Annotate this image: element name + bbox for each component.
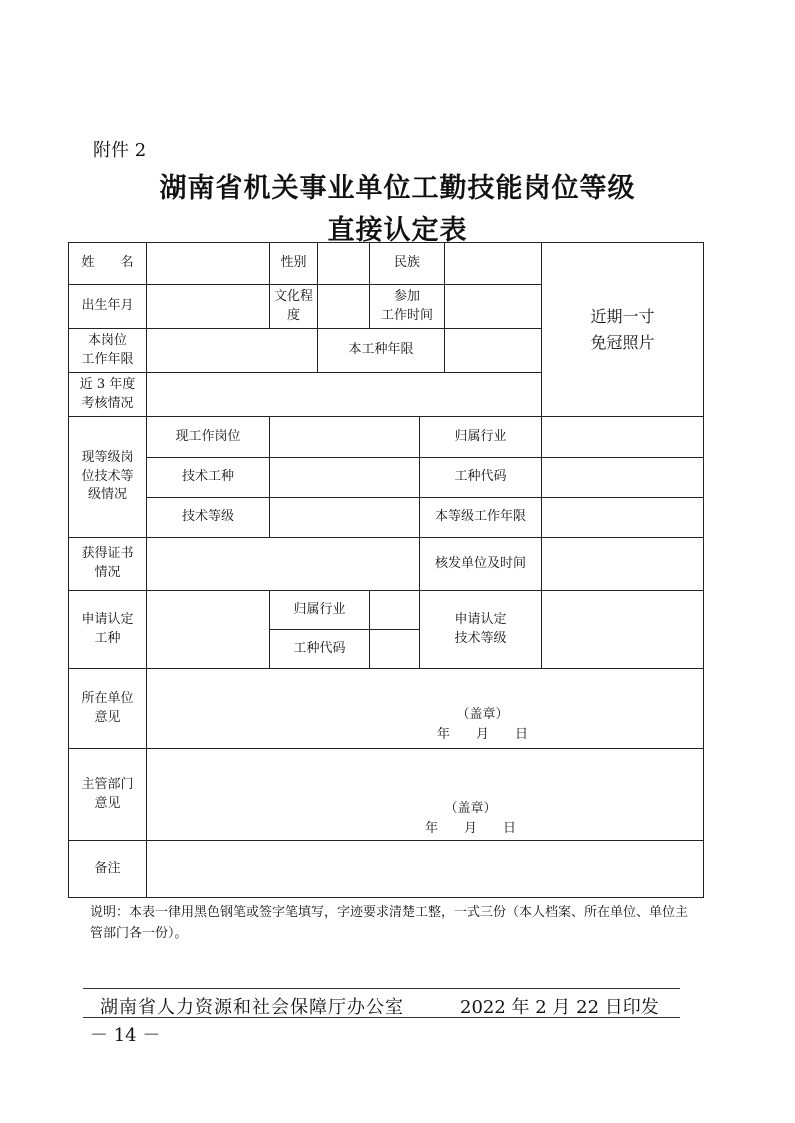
current-post-field[interactable] — [270, 417, 420, 458]
assessment-label-line2: 考核情况 — [81, 395, 134, 411]
trade-code-field[interactable] — [542, 458, 704, 498]
technical-trade-label — [147, 458, 270, 498]
footer-issuer: 湖南省人力资源和社会保障厅办公室 — [100, 997, 404, 1018]
assessment-field[interactable] — [147, 373, 542, 417]
issuer-time-label — [420, 538, 542, 591]
document-title-line2: 直接认定表 — [327, 215, 468, 246]
issuer-time-field[interactable] — [542, 538, 704, 591]
post-years-label-line1: 本岗位 — [87, 332, 127, 348]
dept-opinion-field[interactable] — [147, 749, 704, 841]
technical-trade-field[interactable] — [270, 458, 420, 498]
birth-label — [69, 285, 147, 329]
apply-industry-label-text: 归属行业 — [293, 601, 346, 617]
unit-opinion-label-line2: 意见 — [94, 709, 121, 725]
technical-level-label-text: 技术等级 — [181, 509, 234, 525]
current-post-label — [147, 417, 270, 458]
page-number: － 14 － — [90, 1025, 161, 1046]
dept-seal-block — [425, 799, 516, 838]
assessment-label-line1: 近 3 年度 — [79, 376, 136, 392]
unit-opinion-field[interactable] — [147, 669, 704, 749]
trade-code-label — [420, 458, 542, 498]
post-years-field[interactable] — [147, 329, 318, 373]
apply-level-field[interactable] — [542, 591, 704, 669]
unit-seal-block — [437, 705, 528, 744]
post-years-label — [69, 329, 147, 373]
footer-issue-date: 2022 年 2 月 22 日印发 — [460, 997, 659, 1018]
current-level-label-line3: 级情况 — [87, 487, 127, 503]
ethnicity-label-text: 民族 — [394, 255, 421, 271]
work-start-label-line2: 工作时间 — [381, 307, 434, 323]
gender-label-text: 性别 — [280, 255, 307, 271]
apply-code-label-text: 工种代码 — [293, 640, 346, 656]
apply-trade-label-line1: 申请认定 — [81, 611, 134, 627]
certificates-label-line2: 情况 — [94, 565, 121, 580]
industry-field[interactable] — [542, 417, 704, 458]
level-years-label-text: 本等级工作年限 — [435, 509, 527, 525]
apply-level-label-line2: 技术等级 — [454, 630, 507, 646]
current-level-label — [69, 417, 147, 538]
gender-field[interactable] — [318, 243, 370, 285]
remarks-label-text: 备注 — [94, 860, 121, 876]
assessment-label — [69, 373, 147, 417]
work-start-field[interactable] — [445, 285, 542, 329]
issuer-time-label-text: 核发单位及时间 — [435, 555, 527, 571]
unit-opinion-label — [69, 669, 147, 749]
industry-label — [420, 417, 542, 458]
instructions-note: 说明：本表一律用黑色钢笔或签字笔填写，字迹要求清楚工整，一式三份（本人档案、所在单位、单位主管部门各一份）。 — [90, 905, 689, 941]
apply-trade-label — [69, 591, 147, 669]
footer-bottom-rule — [83, 1017, 680, 1018]
birth-label-text: 出生年月 — [81, 298, 134, 314]
birth-field[interactable] — [147, 285, 270, 329]
apply-trade-label-line2: 工种 — [94, 630, 121, 646]
education-label-line2: 度 — [286, 307, 300, 323]
apply-code-field[interactable] — [370, 630, 420, 669]
photo-box — [542, 243, 704, 417]
unit-date-line: 年 月 日 — [437, 726, 529, 742]
name-field[interactable] — [147, 243, 270, 285]
unit-opinion-label-line1: 所在单位 — [81, 690, 134, 706]
post-years-label-line2: 工作年限 — [81, 351, 134, 367]
attachment-label: 附件 2 — [93, 140, 147, 161]
remarks-label — [69, 841, 147, 898]
dept-opinion-label-line2: 意见 — [94, 795, 121, 811]
document-title-line1: 湖南省机关事业单位工勤技能岗位等级 — [159, 173, 636, 204]
unit-seal-label: （盖章） — [456, 707, 509, 722]
trade-years-label-text: 本工种年限 — [348, 342, 414, 358]
technical-level-field[interactable] — [270, 498, 420, 538]
certificates-label-line1: 获得证书 — [81, 546, 134, 562]
ethnicity-label — [370, 243, 445, 285]
dept-date-line: 年 月 日 — [425, 820, 517, 836]
level-years-field[interactable] — [542, 498, 704, 538]
work-start-label — [370, 285, 445, 329]
technical-trade-label-text: 技术工种 — [181, 469, 234, 485]
trade-code-label-text: 工种代码 — [454, 469, 507, 485]
name-label-text: 姓 名 — [81, 255, 134, 271]
education-label — [270, 285, 318, 329]
technical-level-label — [147, 498, 270, 538]
dept-seal-label: （盖章） — [444, 801, 497, 816]
gender-label — [270, 243, 318, 285]
current-level-label-line1: 现等级岗 — [81, 449, 134, 465]
apply-code-label — [270, 630, 370, 669]
apply-trade-field[interactable] — [147, 591, 270, 669]
photo-label-line2: 免冠照片 — [590, 332, 655, 352]
trade-years-field[interactable] — [445, 329, 542, 373]
dept-opinion-label — [69, 749, 147, 841]
apply-industry-label — [270, 591, 370, 630]
education-label-line1: 文化程 — [273, 288, 313, 304]
photo-label-line1: 近期一寸 — [590, 306, 655, 326]
current-level-label-line2: 位技术等 — [81, 468, 134, 484]
education-field[interactable] — [318, 285, 370, 329]
level-years-label — [420, 498, 542, 538]
apply-industry-field[interactable] — [370, 591, 420, 630]
current-post-label-text: 现工作岗位 — [175, 428, 241, 444]
dept-opinion-label-line1: 主管部门 — [81, 776, 134, 792]
apply-level-label — [420, 591, 542, 669]
footer-top-rule — [83, 988, 680, 989]
work-start-label-line1: 参加 — [394, 288, 421, 304]
name-label — [69, 243, 147, 285]
apply-level-label-line1: 申请认定 — [454, 611, 507, 627]
ethnicity-field[interactable] — [445, 243, 542, 285]
certificates-label — [69, 538, 147, 591]
certificates-field[interactable] — [147, 538, 420, 591]
trade-years-label — [318, 329, 445, 373]
certification-form-table — [68, 242, 704, 898]
remarks-field[interactable] — [147, 841, 704, 898]
industry-label-text: 归属行业 — [454, 428, 507, 444]
